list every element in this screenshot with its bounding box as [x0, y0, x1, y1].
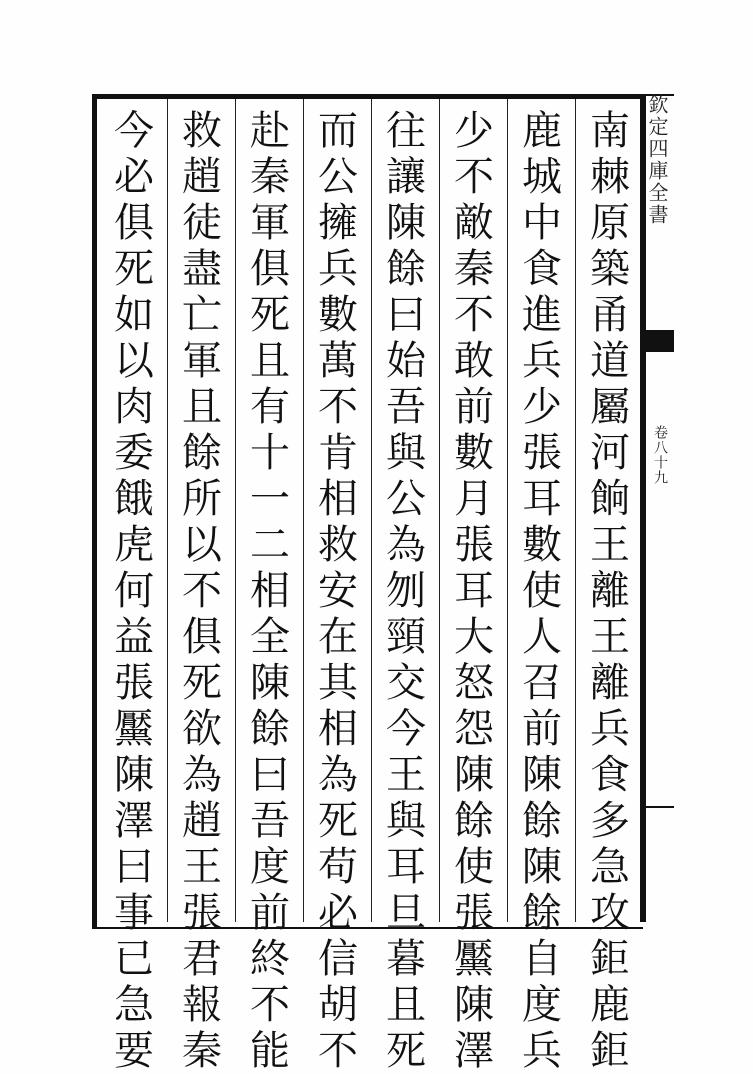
text-glyph: 救	[318, 522, 358, 568]
text-glyph: 所	[182, 476, 222, 522]
text-glyph: 旦	[386, 890, 426, 936]
text-glyph: 救	[182, 108, 222, 154]
text-glyph: 與	[386, 430, 426, 476]
text-glyph: 趙	[182, 798, 222, 844]
text-glyph: 讓	[386, 154, 426, 200]
text-glyph: 離	[590, 568, 630, 614]
text-glyph: 刎	[386, 568, 426, 614]
text-glyph: 陳	[454, 982, 494, 1028]
text-glyph: 前	[454, 384, 494, 430]
text-glyph: 一	[250, 476, 290, 522]
text-glyph: 且	[250, 338, 290, 384]
text-glyph: 已	[114, 936, 154, 982]
text-glyph: 數	[522, 522, 562, 568]
text-glyph: 攻	[590, 890, 630, 936]
text-glyph: 陳	[114, 752, 154, 798]
text-glyph: 委	[114, 430, 154, 476]
text-glyph: 人	[522, 614, 562, 660]
text-glyph: 肯	[318, 430, 358, 476]
text-glyph: 中	[522, 200, 562, 246]
text-glyph: 多	[590, 798, 630, 844]
text-glyph: 使	[522, 568, 562, 614]
text-glyph: 相	[318, 476, 358, 522]
text-glyph: 公	[386, 476, 426, 522]
text-glyph: 張	[454, 522, 494, 568]
text-glyph: 度	[250, 844, 290, 890]
text-glyph: 秦	[250, 154, 290, 200]
text-column	[447, 108, 501, 1074]
text-glyph: 交	[386, 660, 426, 706]
text-glyph: 秦	[454, 246, 494, 292]
text-glyph: 陳	[522, 844, 562, 890]
text-glyph: 餘	[182, 430, 222, 476]
column-rule	[575, 99, 576, 922]
text-glyph: 鉅	[590, 936, 630, 982]
text-glyph: 在	[318, 614, 358, 660]
text-glyph: 如	[114, 292, 154, 338]
text-glyph: 俱	[114, 200, 154, 246]
text-glyph: 為	[182, 752, 222, 798]
text-glyph: 不	[454, 154, 494, 200]
text-glyph: 終	[250, 936, 290, 982]
text-glyph: 餘	[386, 246, 426, 292]
text-glyph: 秦	[182, 1028, 222, 1074]
text-glyph: 餘	[522, 798, 562, 844]
text-glyph: 鹿	[522, 108, 562, 154]
text-glyph: 數	[454, 430, 494, 476]
text-glyph: 耳	[454, 568, 494, 614]
text-glyph: 河	[590, 430, 630, 476]
text-glyph: 敵	[454, 200, 494, 246]
text-glyph: 死	[386, 1028, 426, 1074]
text-glyph: 王	[590, 522, 630, 568]
text-glyph: 陳	[454, 752, 494, 798]
text-glyph: 陳	[522, 752, 562, 798]
text-glyph: 事	[114, 890, 154, 936]
text-glyph: 虎	[114, 522, 154, 568]
text-glyph: 安	[318, 568, 358, 614]
text-glyph: 兵	[522, 1028, 562, 1074]
text-glyph: 今	[386, 706, 426, 752]
text-glyph: 不	[318, 384, 358, 430]
text-glyph: 耳	[386, 844, 426, 890]
text-glyph: 張	[114, 660, 154, 706]
text-glyph: 相	[318, 706, 358, 752]
text-glyph: 城	[522, 154, 562, 200]
text-glyph: 必	[318, 890, 358, 936]
text-glyph: 信	[318, 936, 358, 982]
text-glyph: 少	[522, 384, 562, 430]
text-glyph: 俱	[182, 614, 222, 660]
text-glyph: 不	[250, 982, 290, 1028]
text-glyph: 離	[590, 660, 630, 706]
text-glyph: 要	[114, 1028, 154, 1074]
text-glyph: 俱	[250, 246, 290, 292]
text-glyph: 澤	[454, 1028, 494, 1074]
text-glyph: 今	[114, 108, 154, 154]
text-glyph: 月	[454, 476, 494, 522]
text-glyph: 餉	[590, 476, 630, 522]
text-glyph: 吾	[386, 384, 426, 430]
book-title: 欽定四庫全書	[645, 94, 669, 226]
text-glyph: 自	[522, 936, 562, 982]
text-glyph: 怨	[454, 706, 494, 752]
column-rule	[235, 99, 236, 922]
text-glyph: 數	[318, 292, 358, 338]
text-column	[379, 108, 433, 1074]
text-column	[583, 108, 637, 1074]
text-column	[107, 108, 161, 1074]
text-glyph: 鹿	[590, 982, 630, 1028]
text-glyph: 不	[182, 568, 222, 614]
text-glyph: 陳	[386, 200, 426, 246]
text-glyph: 公	[318, 154, 358, 200]
text-glyph: 棘	[590, 154, 630, 200]
text-glyph: 萬	[318, 338, 358, 384]
juan-label: 卷八十九	[652, 425, 668, 485]
text-glyph: 其	[318, 660, 358, 706]
column-rule	[507, 99, 508, 922]
text-glyph: 召	[522, 660, 562, 706]
column-rule	[167, 99, 168, 922]
text-glyph: 胡	[318, 982, 358, 1028]
text-glyph: 不	[318, 1028, 358, 1074]
text-glyph: 餘	[250, 706, 290, 752]
text-glyph: 前	[522, 706, 562, 752]
text-glyph: 曰	[114, 844, 154, 890]
text-glyph: 張	[182, 890, 222, 936]
text-glyph: 苟	[318, 844, 358, 890]
text-glyph: 而	[318, 108, 358, 154]
text-glyph: 盡	[182, 246, 222, 292]
text-glyph: 進	[522, 292, 562, 338]
text-glyph: 頸	[386, 614, 426, 660]
text-glyph: 餓	[114, 476, 154, 522]
text-glyph: 甬	[590, 292, 630, 338]
text-glyph: 食	[522, 246, 562, 292]
text-glyph: 不	[454, 292, 494, 338]
text-glyph: 徒	[182, 200, 222, 246]
text-glyph: 度	[522, 982, 562, 1028]
text-glyph: 何	[114, 568, 154, 614]
text-glyph: 張	[454, 890, 494, 936]
text-glyph: 原	[590, 200, 630, 246]
text-glyph: 全	[250, 614, 290, 660]
text-glyph: 死	[250, 292, 290, 338]
text-glyph: 軍	[250, 200, 290, 246]
text-glyph: 大	[454, 614, 494, 660]
text-glyph: 王	[386, 752, 426, 798]
text-column	[311, 108, 365, 1074]
text-glyph: 築	[590, 246, 630, 292]
text-glyph: 能	[250, 1028, 290, 1074]
text-glyph: 王	[590, 614, 630, 660]
text-glyph: 且	[182, 384, 222, 430]
text-glyph: 相	[250, 568, 290, 614]
text-glyph: 死	[182, 660, 222, 706]
text-glyph: 黶	[114, 706, 154, 752]
text-glyph: 餘	[454, 798, 494, 844]
fish-tail-mark	[646, 330, 674, 352]
text-glyph: 急	[114, 982, 154, 1028]
text-column	[515, 108, 569, 1074]
text-glyph: 益	[114, 614, 154, 660]
text-glyph: 道	[590, 338, 630, 384]
text-glyph: 澤	[114, 798, 154, 844]
text-glyph: 十	[250, 430, 290, 476]
text-glyph: 肉	[114, 384, 154, 430]
text-glyph: 與	[386, 798, 426, 844]
text-glyph: 張	[522, 430, 562, 476]
column-rule	[371, 99, 372, 922]
column-rule	[303, 99, 304, 922]
text-glyph: 急	[590, 844, 630, 890]
column-rule	[439, 99, 440, 922]
text-glyph: 二	[250, 522, 290, 568]
text-glyph: 有	[250, 384, 290, 430]
text-glyph: 食	[590, 752, 630, 798]
text-glyph: 敢	[454, 338, 494, 384]
text-glyph: 怒	[454, 660, 494, 706]
text-glyph: 且	[386, 982, 426, 1028]
text-glyph: 以	[182, 522, 222, 568]
text-glyph: 死	[318, 798, 358, 844]
text-glyph: 前	[250, 890, 290, 936]
text-glyph: 曰	[250, 752, 290, 798]
text-glyph: 屬	[590, 384, 630, 430]
text-glyph: 鉅	[590, 1028, 630, 1074]
text-glyph: 為	[318, 752, 358, 798]
text-column	[175, 108, 229, 1074]
text-column	[243, 108, 297, 1074]
text-glyph: 赴	[250, 108, 290, 154]
text-glyph: 黶	[454, 936, 494, 982]
text-glyph: 使	[454, 844, 494, 890]
text-glyph: 擁	[318, 200, 358, 246]
text-glyph: 趙	[182, 154, 222, 200]
text-glyph: 兵	[522, 338, 562, 384]
text-glyph: 王	[182, 844, 222, 890]
text-glyph: 亡	[182, 292, 222, 338]
text-glyph: 始	[386, 338, 426, 384]
text-glyph: 耳	[522, 476, 562, 522]
text-glyph: 南	[590, 108, 630, 154]
text-glyph: 以	[114, 338, 154, 384]
text-glyph: 為	[386, 522, 426, 568]
text-glyph: 軍	[182, 338, 222, 384]
text-glyph: 報	[182, 982, 222, 1028]
text-glyph: 吾	[250, 798, 290, 844]
text-glyph: 陳	[250, 660, 290, 706]
text-glyph: 欲	[182, 706, 222, 752]
text-glyph: 兵	[318, 246, 358, 292]
text-glyph: 死	[114, 246, 154, 292]
text-glyph: 餘	[522, 890, 562, 936]
text-glyph: 暮	[386, 936, 426, 982]
text-glyph: 曰	[386, 292, 426, 338]
text-glyph: 兵	[590, 706, 630, 752]
text-glyph: 往	[386, 108, 426, 154]
text-glyph: 君	[182, 936, 222, 982]
text-glyph: 少	[454, 108, 494, 154]
text-glyph: 必	[114, 154, 154, 200]
